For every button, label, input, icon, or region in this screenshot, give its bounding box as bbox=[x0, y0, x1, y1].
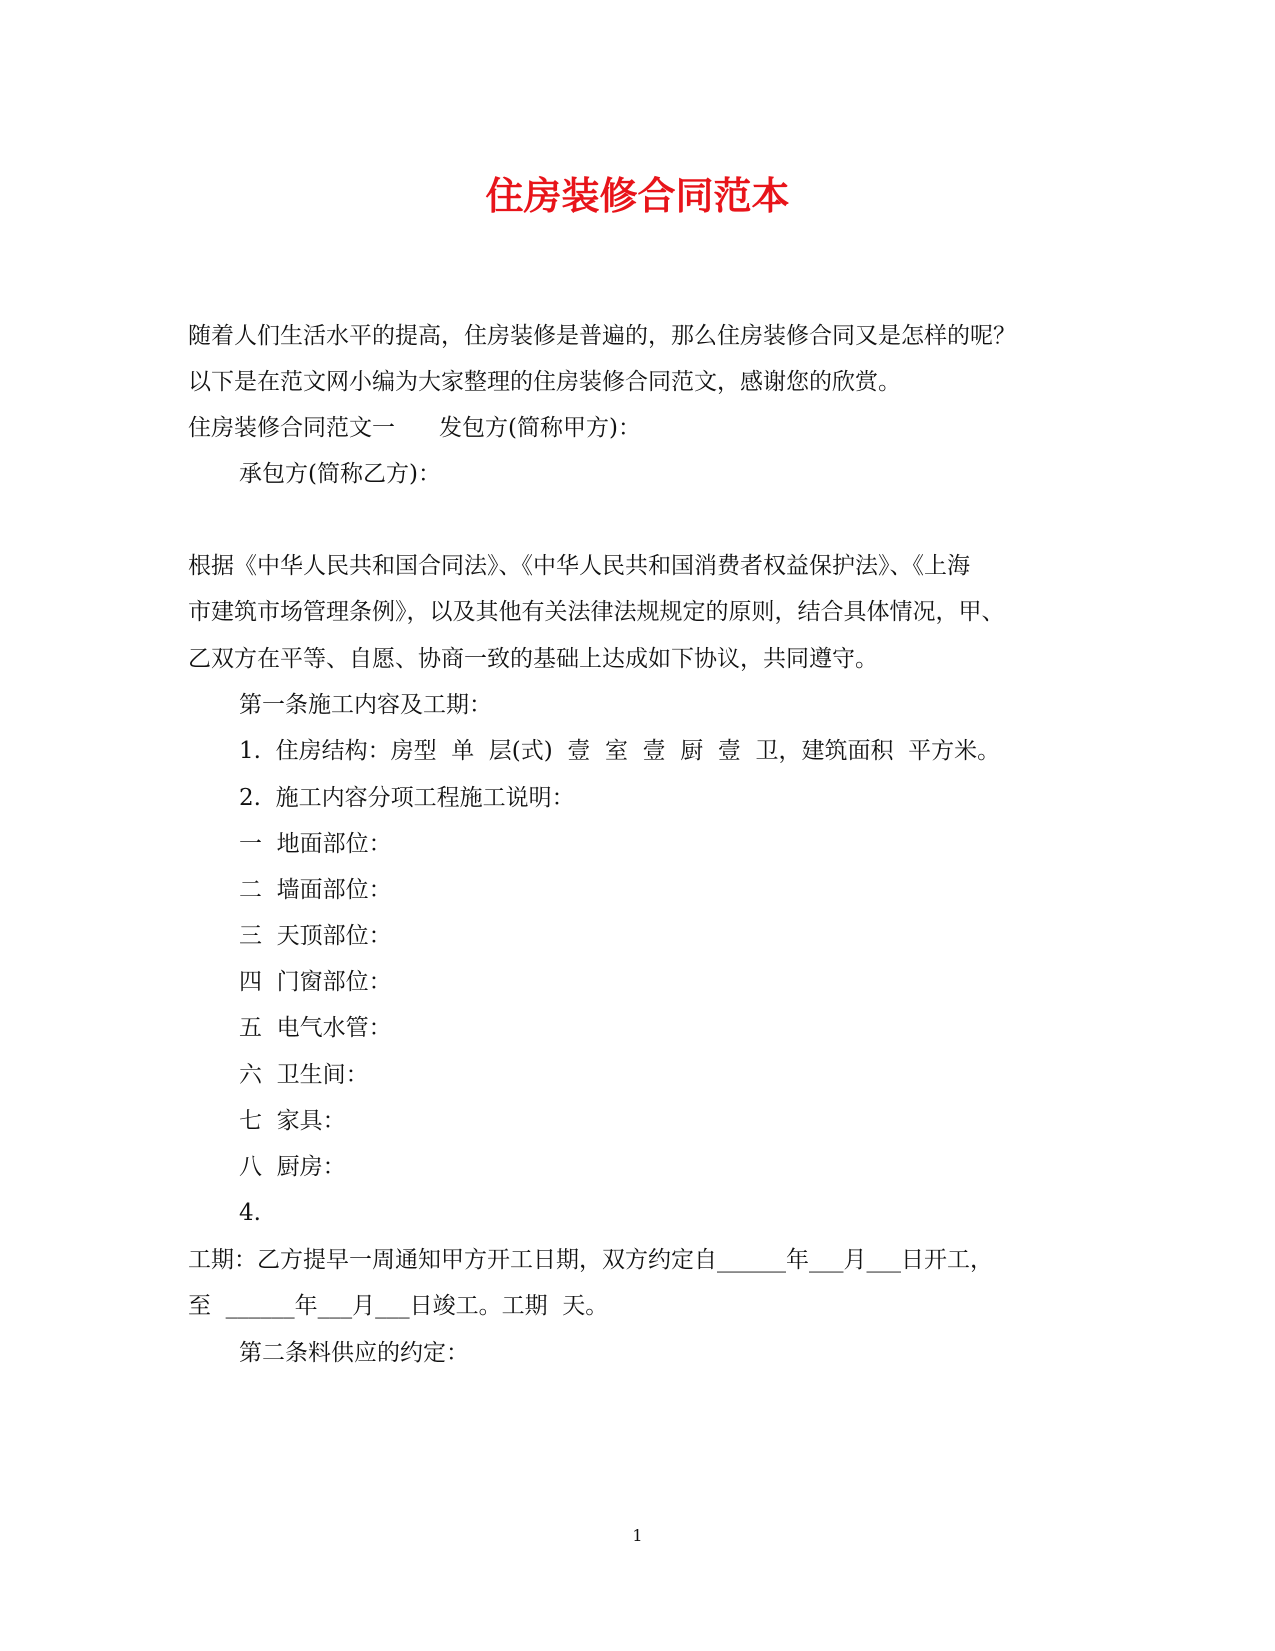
basis-line-2: 市建筑市场管理条例》，以及其他有关法律法规规定的原则，结合具体情况，甲、 bbox=[188, 599, 1005, 625]
intro-line-2: 以下是在范文网小编为大家整理的住房装修合同范文，感谢您的欣赏。 bbox=[188, 369, 901, 395]
part-electric-plumbing: 五 电气水管： bbox=[239, 1015, 392, 1041]
intro-line-1: 随着人们生活水平的提高，住房装修是普遍的，那么住房装修合同又是怎样的呢？ bbox=[188, 323, 1016, 349]
sample-heading-line bbox=[188, 413, 1088, 443]
basis-line-1: 根据《中华人民共和国合同法》、《中华人民共和国消费者权益保护法》、《上海 bbox=[188, 553, 970, 579]
document-title: 住房装修合同范本 bbox=[485, 173, 790, 218]
part-kitchen: 八 厨房： bbox=[239, 1154, 346, 1180]
part-furniture: 七 家具： bbox=[239, 1108, 346, 1134]
part-bathroom: 六 卫生间： bbox=[239, 1062, 369, 1088]
page-number: 1 bbox=[632, 1526, 643, 1545]
item-4: 4. bbox=[239, 1200, 261, 1226]
schedule-line-2: 至 ______年___月___日竣工。工期 天。 bbox=[188, 1293, 609, 1319]
article-1-heading: 第一条施工内容及工期： bbox=[239, 692, 492, 718]
party-b-label: 承包方(简称乙方)： bbox=[239, 461, 441, 487]
part-ceiling: 三 天顶部位： bbox=[239, 923, 392, 949]
item-1-structure: 1. 住房结构：房型 单 层(式) 壹 室 壹 厨 壹 卫，建筑面积 平方米。 bbox=[239, 738, 1001, 764]
basis-line-3: 乙双方在平等、自愿、协商一致的基础上达成如下协议，共同遵守。 bbox=[188, 646, 878, 672]
part-floor: 一 地面部位： bbox=[239, 831, 392, 857]
sample-heading: 住房装修合同范文一 bbox=[188, 415, 395, 441]
part-doors-windows: 四 门窗部位： bbox=[239, 969, 392, 995]
party-a-label: 发包方(简称甲方)： bbox=[439, 415, 641, 441]
schedule-line-1: 工期：乙方提早一周通知甲方开工日期，双方约定自______年___月___日开工， bbox=[188, 1247, 993, 1273]
item-2-content: 2. 施工内容分项工程施工说明： bbox=[239, 785, 575, 811]
part-wall: 二 墙面部位： bbox=[239, 877, 392, 903]
article-2-heading: 第二条料供应的约定： bbox=[239, 1340, 469, 1366]
